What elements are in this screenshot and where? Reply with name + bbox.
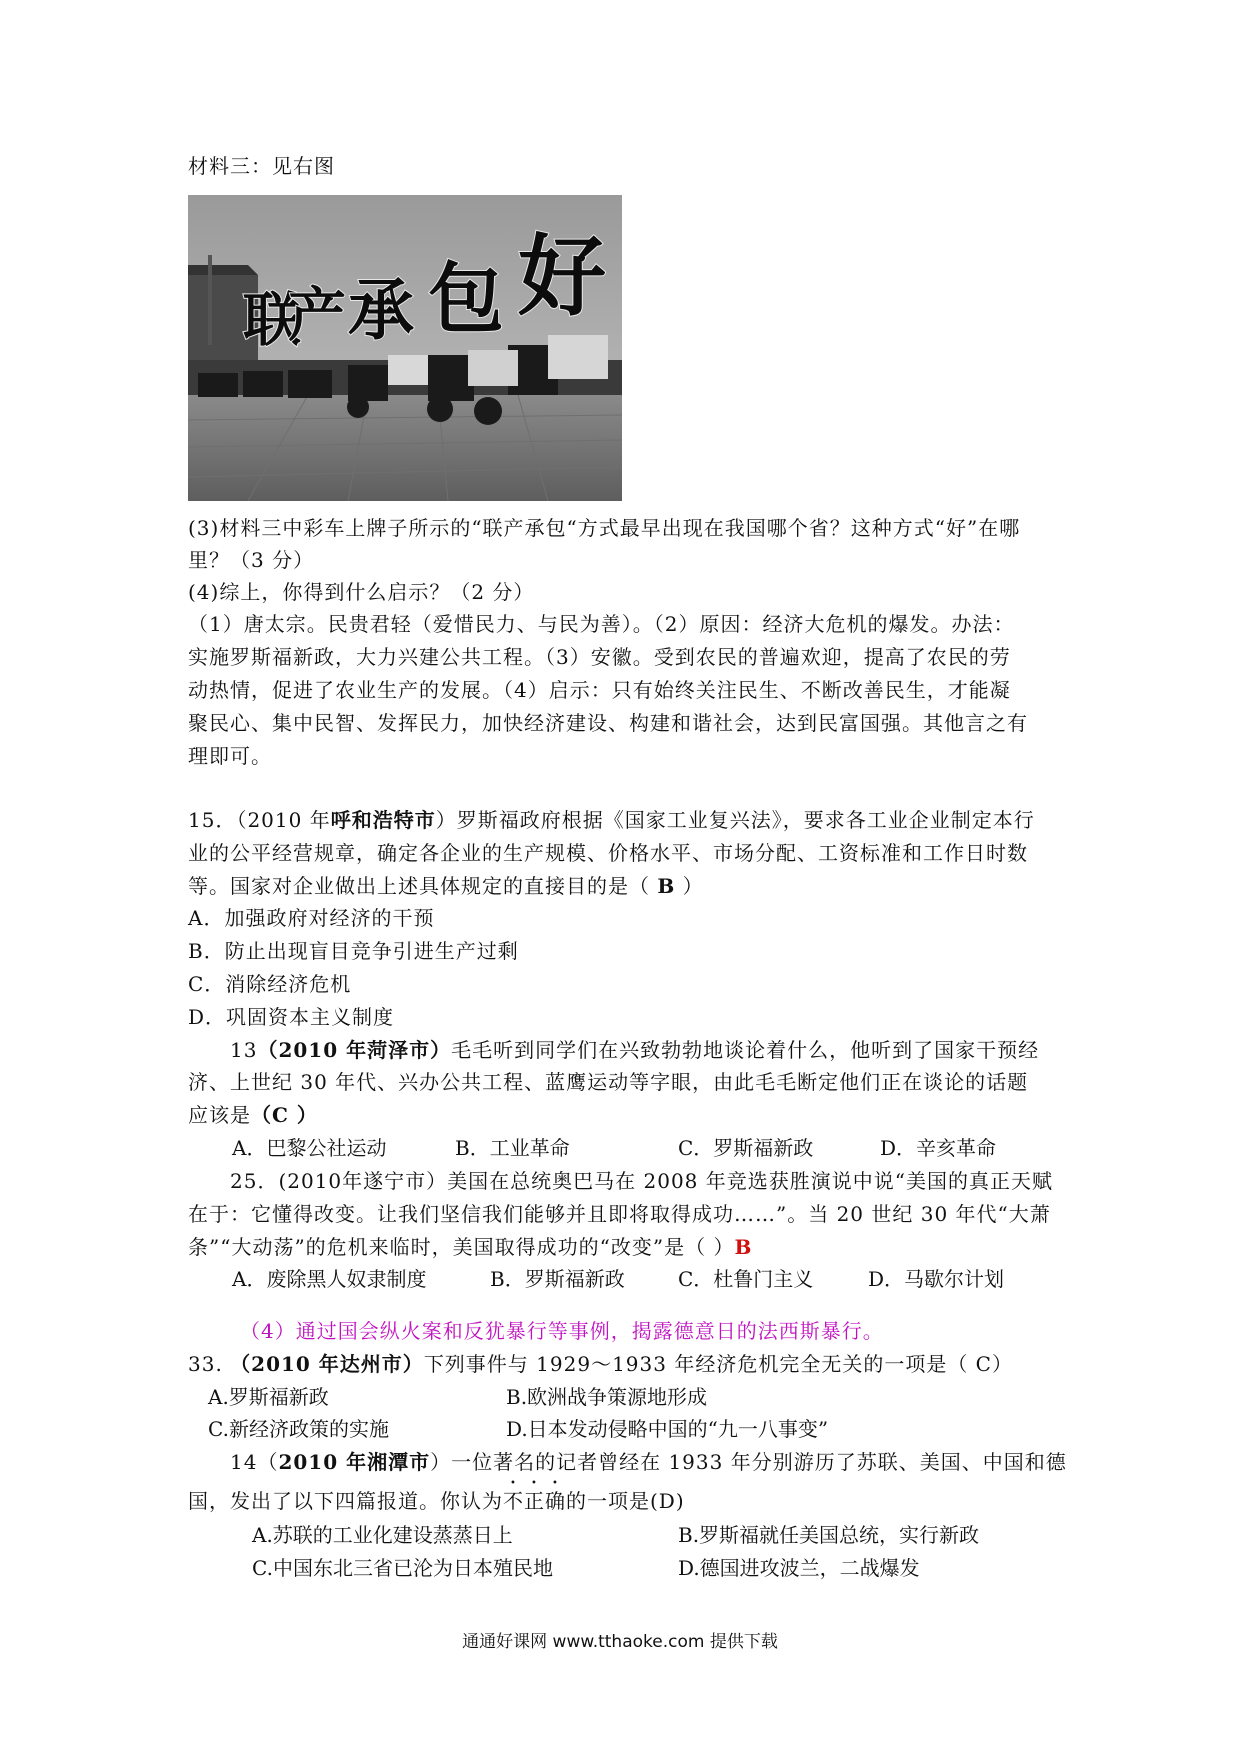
q13-line-2: 济、上世纪 30 年代、兴办公共工程、蓝鹰运动等字眼，由此毛毛断定他们正在谈论的话题 xyxy=(188,1070,1029,1094)
q25-option-a: A．废除黑人奴隶制度 xyxy=(232,1267,427,1291)
q13-option-b: B．工业革命 xyxy=(455,1136,570,1160)
q15-line-1: 15．（2010 年呼和浩特市）罗斯福政府根据《国家工业复兴法》，要求各工业企业制定本行 xyxy=(188,808,1035,832)
q13-answer: （C ） xyxy=(251,1103,318,1127)
q25-option-d: D．马歇尔计划 xyxy=(868,1267,1005,1291)
q15-option-a: A．加强政府对经济的干预 xyxy=(188,906,435,930)
q25-line-3: 条”“大动荡”的危机来临时，美国取得成功的“改变”是（ ）B xyxy=(188,1235,753,1259)
q33-option-b: B.欧洲战争策源地形成 xyxy=(506,1385,708,1409)
q15-option-b: B．防止出现盲目竞争引进生产过剩 xyxy=(188,939,519,963)
q13-line-3: 应该是（C ） xyxy=(188,1103,318,1127)
answer-line: 动热情，促进了农业生产的发展。（4）启示：只有始终关注民生、不断改善民生，才能凝 xyxy=(188,678,1011,702)
q13-option-c: C．罗斯福新政 xyxy=(678,1136,814,1160)
q25-option-b: B．罗斯福新政 xyxy=(490,1267,625,1291)
q15-line-2: 业的公平经营规章，确定各企业的生产规模、价格水平、市场分配、工资标准和工作日时数 xyxy=(188,841,1028,865)
q15-answer: B xyxy=(657,874,676,898)
svg-text:包: 包 xyxy=(428,254,504,343)
answer-line: 实施罗斯福新政，大力兴建公共工程。（3）安徽。受到农民的普遍欢迎，提高了农民的劳 xyxy=(188,645,1011,669)
q14-option-d: D.德国进攻波兰，二战爆发 xyxy=(678,1556,920,1580)
svg-text:产: 产 xyxy=(288,281,347,349)
q13-option-a: A．巴黎公社运动 xyxy=(232,1136,387,1160)
q25-line-2: 在于：它懂得改变。让我们坚信我们能够并且即将取得成功……”。当 20 世纪 30 年代“大萧 xyxy=(188,1202,1051,1226)
question-4: (4)综上，你得到什么启示？（2 分） xyxy=(188,580,535,604)
q14-line-2: 国，发出了以下四篇报道。你认为不正确的一项是(D) xyxy=(188,1489,685,1513)
q25-line-1: 25．(2010年遂宁市）美国在总统奥巴马在 2008 年竞选获胜演说中说“美国的真正天赋 xyxy=(230,1169,1053,1193)
q33-option-c: C.新经济政策的实施 xyxy=(208,1417,389,1441)
q33-line: 33. （2010 年达州市）下列事件与 1929～1933 年经济危机完全无关的一项是（ C） xyxy=(188,1352,1013,1376)
q33-option-d: D.日本发动侵略中国的“九一八事变” xyxy=(506,1417,829,1441)
footer-credit: 通通好课网 www.tthaoke.com 提供下载 xyxy=(462,1632,778,1652)
q33-option-a: A.罗斯福新政 xyxy=(208,1385,329,1409)
q15-line-3: 等。国家对企业做出上述具体规定的直接目的是（ B ） xyxy=(188,874,704,898)
question-3-line-2: 里？（3 分） xyxy=(188,548,315,572)
q15-option-d: D．巩固资本主义制度 xyxy=(188,1005,395,1029)
material3-label: 材料三：见右图 xyxy=(188,154,335,178)
parade-photo xyxy=(188,195,622,501)
svg-text:联: 联 xyxy=(243,286,302,354)
q14-option-a: A.苏联的工业化建设蒸蒸日上 xyxy=(252,1523,513,1547)
answer-line: （1）唐太宗。民贵君轻（爱惜民力、与民为善）。（2）原因：经济大危机的爆发。办法： xyxy=(188,612,1015,636)
q14-emphasis: 不正确 xyxy=(503,1489,566,1513)
question-3-line-1: (3)材料三中彩车上牌子所示的“联产承包“方式最早出现在我国哪个省？这种方式“好”在哪 xyxy=(188,516,1021,540)
answer-line: 聚民心、集中民智、发挥民力，加快经济建设、构建和谐社会，达到民富国强。其他言之有 xyxy=(188,711,1028,735)
q25-answer: B xyxy=(734,1235,753,1259)
q14-line-1: 14（2010 年湘潭市）一位著名的记者曾经在 1933 年分别游历了苏联、美国、中国和德 xyxy=(230,1450,1067,1474)
q14-option-b: B.罗斯福就任美国总统，实行新政 xyxy=(678,1523,980,1547)
svg-text:承: 承 xyxy=(348,272,414,349)
q15-option-c: C．消除经济危机 xyxy=(188,972,352,996)
answer-line: 理即可。 xyxy=(188,744,272,768)
q13-option-d: D．辛亥革命 xyxy=(880,1136,997,1160)
q25-option-c: C．杜鲁门主义 xyxy=(678,1267,814,1291)
q15-city: 呼和浩特市 xyxy=(330,808,436,832)
magenta-note: （4）通过国会纵火案和反犹暴行等事例，揭露德意日的法西斯暴行。 xyxy=(240,1319,884,1343)
svg-text:好: 好 xyxy=(518,225,607,328)
q13-line-1: 13（2010 年菏泽市）毛毛听到同学们在兴致勃勃地谈论着什么，他听到了国家干预经 xyxy=(230,1038,1040,1062)
q14-option-c: C.中国东北三省已沦为日本殖民地 xyxy=(252,1556,553,1580)
